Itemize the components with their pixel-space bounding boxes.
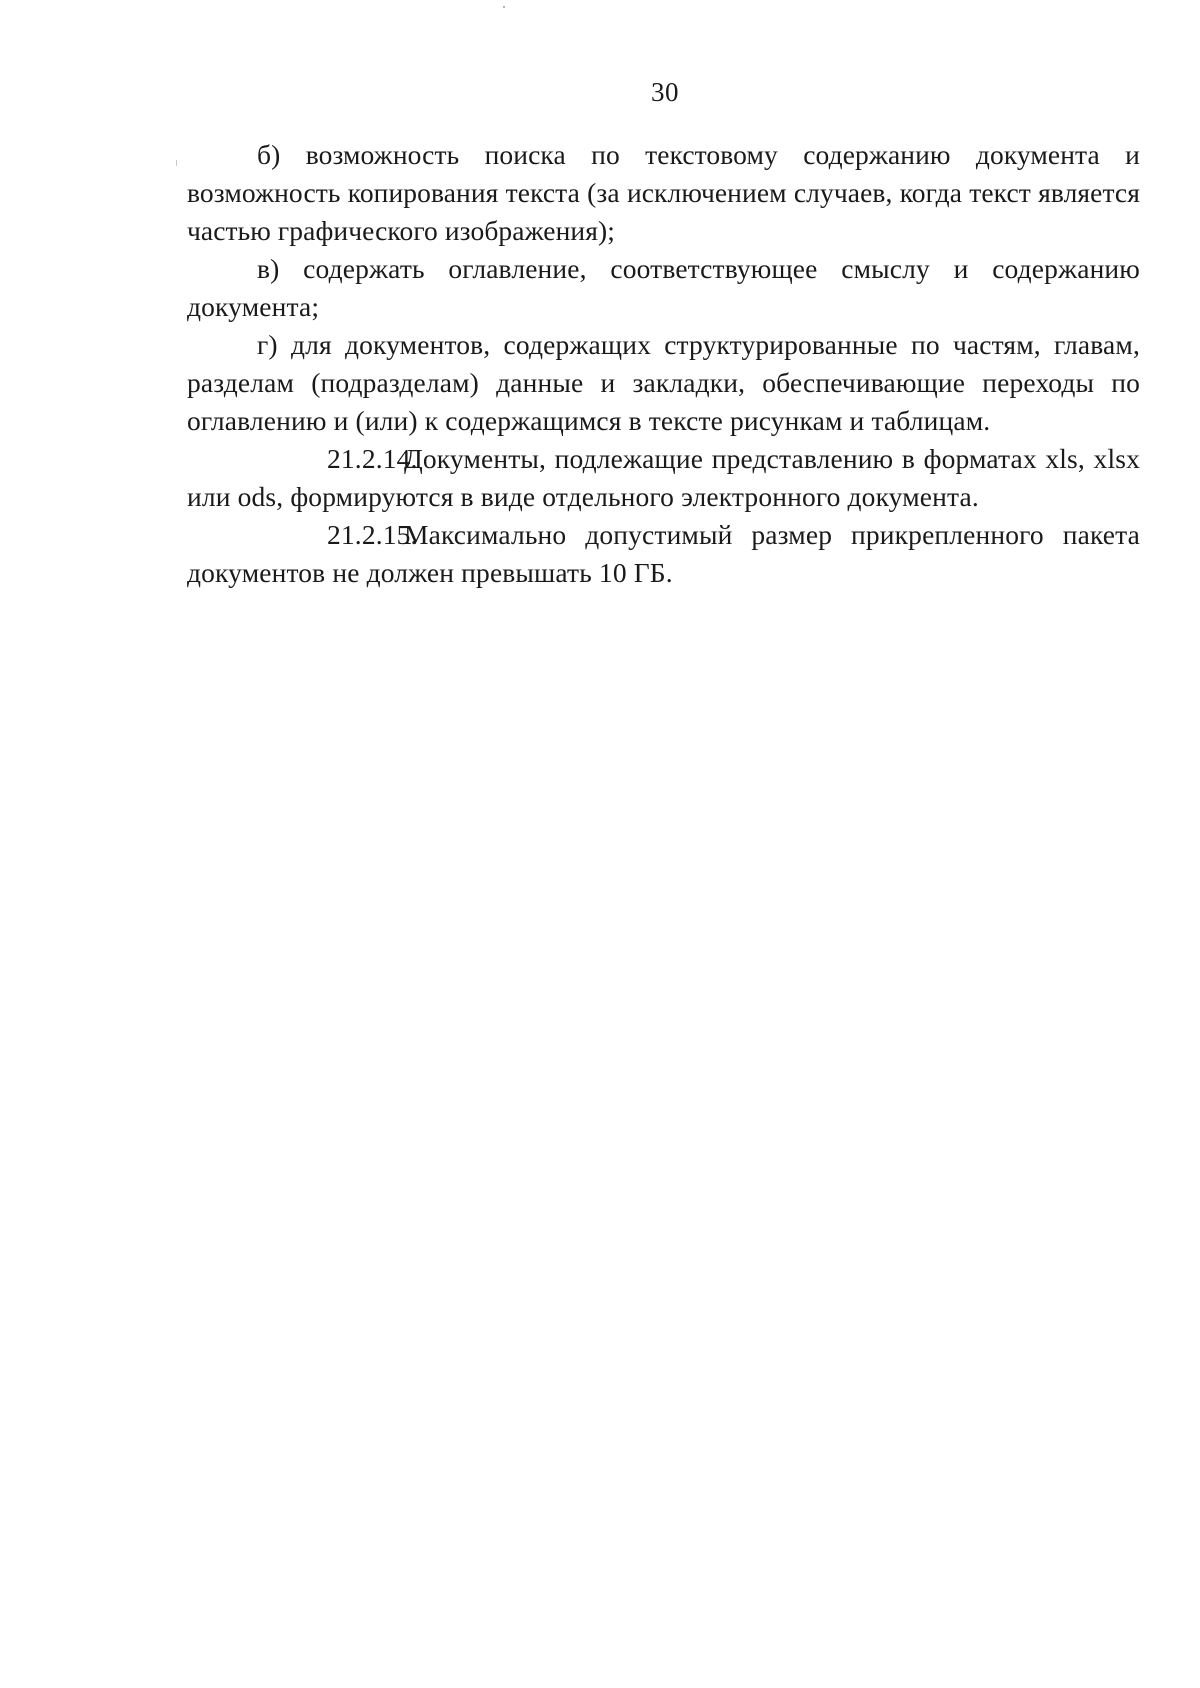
scan-artifact bbox=[176, 160, 177, 166]
paragraph-b: б) возможность поиска по текстовому содержанию документа и возможность копирования текста (за исключением случаев, когда текст является частью графического изображения); bbox=[187, 139, 1140, 246]
paragraph-g: г) для документов, содержащих структурированные по частям, главам, разделам (подразделам) данные и закладки, обеспечивающие переходы по оглавлению и (или) к содержащимся в тексте рисункам и таблицам. bbox=[187, 329, 1140, 436]
document-body bbox=[187, 136, 1140, 592]
clause-number: 21.2.15. bbox=[327, 519, 418, 550]
paragraph-v: в) содержать оглавление, соответствующее смыслу и содержанию документа; bbox=[187, 253, 1140, 322]
clause-text: Документы, подлежащие представлению в форматах xls, xlsx или ods, формируются в виде отдельного электронного документа. bbox=[187, 443, 1140, 512]
clause-21-2-14 bbox=[187, 440, 1140, 516]
clause-number: 21.2.14. bbox=[327, 443, 418, 474]
page-number: 30 bbox=[651, 77, 679, 107]
scan-artifact bbox=[503, 6, 505, 8]
clause-text: Максимально допустимый размер прикрепленного пакета документов не должен превышать 10 ГБ. bbox=[187, 519, 1140, 588]
clause-21-2-15 bbox=[187, 516, 1140, 592]
